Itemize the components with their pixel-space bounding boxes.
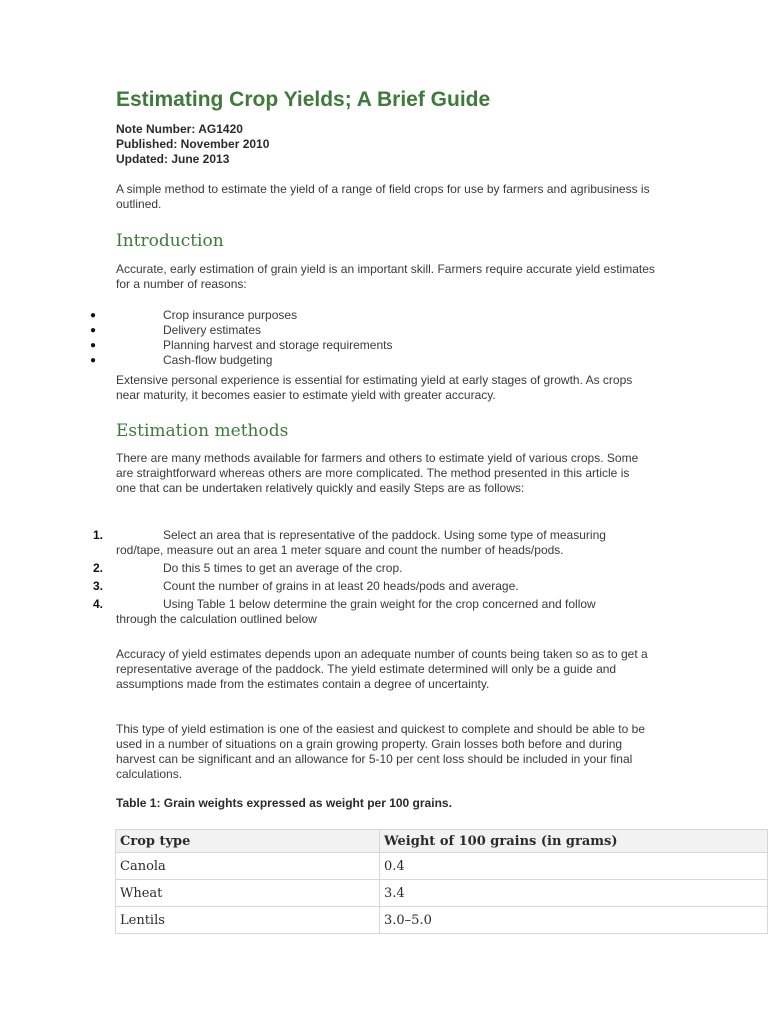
table-caption: Table 1: Grain weights expressed as weight per 100 grains. (116, 796, 452, 810)
column-header-crop-type: Crop type (116, 830, 380, 853)
bullet-icon: ● (90, 355, 97, 366)
list-item (0, 597, 700, 627)
estimation-methods-heading: Estimation methods (116, 421, 289, 441)
introduction-paragraph: Accurate, early estimation of grain yield is an important skill. Farmers require accurate yield estimates for a number of reasons: (116, 262, 655, 291)
step-text: Using Table 1 below determine the grain weight for the crop concerned and follow through the calculation outlined below (116, 597, 596, 626)
reasons-list (0, 308, 700, 368)
steps-list (0, 528, 700, 630)
step-number: 1. (93, 528, 104, 542)
list-item-text: Planning harvest and storage requirements (163, 338, 393, 352)
experience-paragraph: Extensive personal experience is essential for estimating yield at early stages of growth. As crops near maturity, it becomes easier to estimate yield with greater accuracy. (116, 373, 633, 402)
document-title: Estimating Crop Yields; A Brief Guide (116, 88, 491, 111)
step-text: Select an area that is representative of the paddock. Using some type of measuring rod/tape, measure out an area 1 meter square and count the number of heads/pods. (116, 528, 606, 557)
note-number: Note Number: AG1420 (116, 122, 243, 136)
cell-weight: 3.0–5.0 (380, 907, 768, 934)
list-item (0, 308, 700, 323)
methods-paragraph: There are many methods available for farmers and others to estimate yield of various crops. Some are straightforward whereas others are more complicated. The method presented in this article is one that can be undertaken relatively quickly and easily Steps are as follows: (116, 451, 639, 495)
summary-paragraph: A simple method to estimate the yield of a range of field crops for use by farmers and agribusiness is outlined. (116, 182, 650, 211)
cell-weight: 3.4 (380, 880, 768, 907)
list-item (0, 561, 700, 576)
ease-paragraph: This type of yield estimation is one of the easiest and quickest to complete and should be able to be used in a number of situations on a grain growing property. Grain losses both before and during harvest can be significant and an allowance for 5-10 per cent loss should be included in your final calculations. (116, 722, 645, 781)
column-header-weight: Weight of 100 grains (in grams) (380, 830, 768, 853)
list-item (0, 528, 700, 558)
list-item (0, 323, 700, 338)
introduction-heading: Introduction (116, 231, 224, 251)
document-meta (116, 122, 269, 167)
cell-crop: Wheat (116, 880, 380, 907)
list-item (0, 338, 700, 353)
step-number: 4. (93, 597, 104, 611)
step-number: 3. (93, 579, 104, 593)
table-header-row (116, 830, 768, 853)
list-item-text: Delivery estimates (163, 323, 262, 337)
grain-weights-table (115, 829, 768, 934)
step-text: Count the number of grains in at least 20 heads/pods and average. (163, 579, 519, 593)
list-item-text: Cash-flow budgeting (163, 353, 273, 367)
cell-weight: 0.4 (380, 853, 768, 880)
step-number: 2. (93, 561, 104, 575)
cell-crop: Canola (116, 853, 380, 880)
bullet-icon: ● (90, 310, 97, 321)
list-item-text: Crop insurance purposes (163, 308, 298, 322)
accuracy-paragraph: Accuracy of yield estimates depends upon an adequate number of counts being taken so as to get a representative average of the paddock. The yield estimate determined will only be a guide and assumptions made from the estimates contain a degree of uncertainty. (116, 647, 648, 691)
step-text: Do this 5 times to get an average of the crop. (163, 561, 403, 575)
list-item (0, 353, 700, 368)
table-row (116, 907, 768, 934)
bullet-icon: ● (90, 340, 97, 351)
updated-date: Updated: June 2013 (116, 152, 230, 166)
table-row (116, 853, 768, 880)
cell-crop: Lentils (116, 907, 380, 934)
table-row (116, 880, 768, 907)
list-item (0, 579, 700, 594)
bullet-icon: ● (90, 325, 97, 336)
published-date: Published: November 2010 (116, 137, 270, 151)
